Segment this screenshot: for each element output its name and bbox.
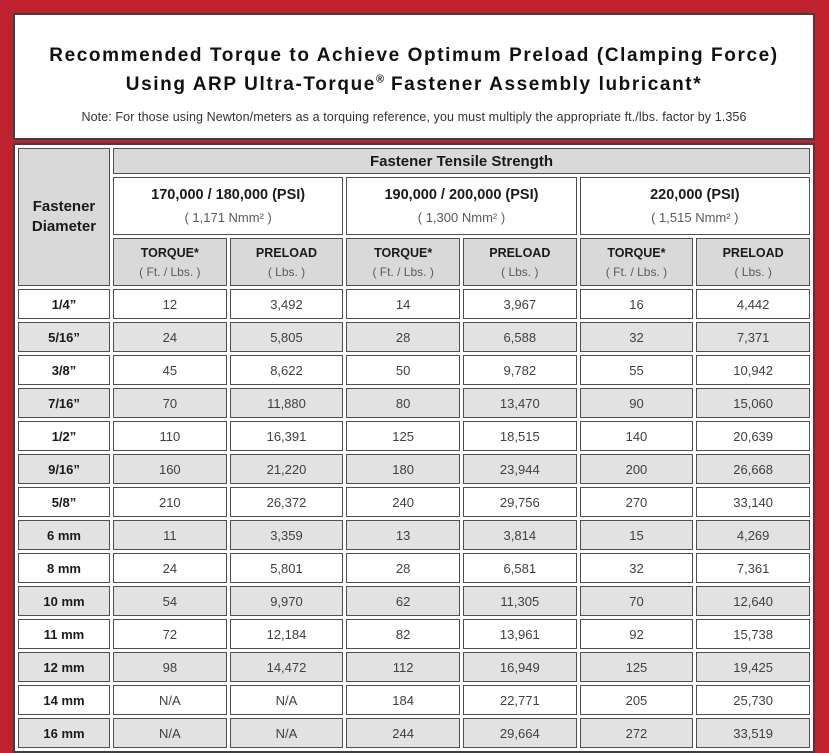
- newton-meters-note: Note: For those using Newton/meters as a torquing reference, you must multiply the appropriate ft./lbs. factor by 1.356: [81, 110, 747, 124]
- preload-column-header-1: [230, 238, 344, 286]
- preload-value-cell: 12,184: [230, 619, 344, 649]
- table-header: [18, 148, 810, 286]
- preload-value-cell: 6,581: [463, 553, 577, 583]
- torque-value-cell: 80: [346, 388, 460, 418]
- diameter-cell: 14 mm: [18, 685, 110, 715]
- preload-value-cell: 21,220: [230, 454, 344, 484]
- psi-group-2: [346, 177, 576, 235]
- torque-value-cell: 112: [346, 652, 460, 682]
- preload-value-cell: 13,470: [463, 388, 577, 418]
- column-header-row: [18, 238, 810, 286]
- torque-value-cell: 140: [580, 421, 694, 451]
- torque-value-cell: 70: [580, 586, 694, 616]
- preload-value-cell: 16,391: [230, 421, 344, 451]
- spec-row: [18, 652, 810, 682]
- preload-column-unit: ( Lbs. ): [501, 264, 539, 279]
- preload-value-cell: 10,942: [696, 355, 810, 385]
- torque-value-cell: 12: [113, 289, 227, 319]
- spec-row: [18, 718, 810, 748]
- torque-value-cell: 45: [113, 355, 227, 385]
- preload-value-cell: 16,949: [463, 652, 577, 682]
- preload-value-cell: 26,668: [696, 454, 810, 484]
- diameter-cell: 9/16”: [18, 454, 110, 484]
- torque-value-cell: 90: [580, 388, 694, 418]
- preload-column-unit: ( Lbs. ): [267, 264, 306, 279]
- preload-value-cell: 4,442: [696, 289, 810, 319]
- torque-value-cell: 15: [580, 520, 694, 550]
- torque-value-cell: 184: [346, 685, 460, 715]
- torque-column-unit: ( Ft. / Lbs. ): [139, 264, 201, 279]
- preload-value-cell: 33,140: [696, 487, 810, 517]
- preload-value-cell: 3,967: [463, 289, 577, 319]
- tensile-strength-header: Fastener Tensile Strength: [113, 148, 810, 174]
- preload-value-cell: 14,472: [230, 652, 344, 682]
- preload-value-cell: 6,588: [463, 322, 577, 352]
- torque-value-cell: 50: [346, 355, 460, 385]
- psi-group-2-psi: 190,000 / 200,000 (PSI): [384, 187, 539, 203]
- torque-value-cell: 98: [113, 652, 227, 682]
- psi-header-row: [18, 177, 810, 235]
- fastener-diameter-header: [18, 148, 110, 286]
- preload-value-cell: 4,269: [696, 520, 810, 550]
- diameter-cell: 10 mm: [18, 586, 110, 616]
- psi-group-1-nmm: ( 1,171 Nmm² ): [184, 210, 272, 225]
- preload-value-cell: 7,361: [696, 553, 810, 583]
- torque-value-cell: 125: [580, 652, 694, 682]
- psi-group-2-nmm: ( 1,300 Nmm² ): [417, 210, 506, 225]
- psi-group-3-psi: 220,000 (PSI): [650, 187, 740, 203]
- table-body: [18, 289, 810, 748]
- preload-value-cell: N/A: [230, 685, 344, 715]
- torque-value-cell: 125: [346, 421, 460, 451]
- preload-value-cell: 11,880: [230, 388, 344, 418]
- diameter-cell: 6 mm: [18, 520, 110, 550]
- torque-value-cell: 62: [346, 586, 460, 616]
- torque-value-cell: 32: [580, 322, 694, 352]
- psi-group-1-psi: 170,000 / 180,000 (PSI): [151, 187, 306, 203]
- torque-value-cell: N/A: [113, 718, 227, 748]
- torque-value-cell: 28: [346, 322, 460, 352]
- preload-value-cell: 29,756: [463, 487, 577, 517]
- preload-value-cell: 13,961: [463, 619, 577, 649]
- torque-value-cell: 200: [580, 454, 694, 484]
- torque-value-cell: 24: [113, 322, 227, 352]
- preload-value-cell: 3,814: [463, 520, 577, 550]
- torque-value-cell: 13: [346, 520, 460, 550]
- torque-value-cell: 210: [113, 487, 227, 517]
- diameter-cell: 7/16”: [18, 388, 110, 418]
- torque-value-cell: 16: [580, 289, 694, 319]
- preload-value-cell: 5,805: [230, 322, 344, 352]
- spec-row: [18, 289, 810, 319]
- preload-value-cell: 7,371: [696, 322, 810, 352]
- torque-value-cell: 270: [580, 487, 694, 517]
- torque-value-cell: 14: [346, 289, 460, 319]
- torque-value-cell: 70: [113, 388, 227, 418]
- title-line-2-suffix: Fastener Assembly lubricant*: [384, 73, 703, 95]
- fastener-diameter-header-line2: Diameter: [31, 218, 97, 235]
- preload-value-cell: 29,664: [463, 718, 577, 748]
- torque-value-cell: 205: [580, 685, 694, 715]
- preload-column-label: PRELOAD: [489, 245, 551, 260]
- spec-row: [18, 421, 810, 451]
- spec-row: [18, 520, 810, 550]
- preload-value-cell: 3,492: [230, 289, 344, 319]
- torque-value-cell: 160: [113, 454, 227, 484]
- spec-row: [18, 619, 810, 649]
- torque-value-cell: 72: [113, 619, 227, 649]
- diameter-cell: 16 mm: [18, 718, 110, 748]
- torque-value-cell: N/A: [113, 685, 227, 715]
- preload-value-cell: 11,305: [463, 586, 577, 616]
- torque-column-label: TORQUE*: [374, 245, 433, 260]
- spec-row: [18, 685, 810, 715]
- preload-value-cell: 15,738: [696, 619, 810, 649]
- title-line-2-text: Using ARP Ultra-Torque: [125, 73, 376, 95]
- torque-value-cell: 180: [346, 454, 460, 484]
- torque-value-cell: 110: [113, 421, 227, 451]
- diameter-cell: 3/8”: [18, 355, 110, 385]
- spec-row: [18, 388, 810, 418]
- preload-value-cell: N/A: [230, 718, 344, 748]
- diameter-cell: 11 mm: [18, 619, 110, 649]
- torque-column-label: TORQUE*: [140, 245, 199, 260]
- spec-row: [18, 553, 810, 583]
- preload-value-cell: 22,771: [463, 685, 577, 715]
- group-header-row: [18, 148, 810, 174]
- spec-row: [18, 355, 810, 385]
- torque-value-cell: 82: [346, 619, 460, 649]
- psi-group-3-nmm: ( 1,515 Nmm² ): [651, 210, 739, 225]
- torque-column-header-2: [346, 238, 460, 286]
- content-frame: [13, 13, 815, 753]
- preload-value-cell: 5,801: [230, 553, 344, 583]
- preload-value-cell: 9,782: [463, 355, 577, 385]
- preload-column-header-2: [463, 238, 577, 286]
- preload-value-cell: 26,372: [230, 487, 344, 517]
- preload-value-cell: 25,730: [696, 685, 810, 715]
- torque-column-unit: ( Ft. / Lbs. ): [372, 264, 434, 279]
- title-box: [13, 13, 815, 140]
- preload-column-unit: ( Lbs. ): [734, 264, 772, 279]
- torque-column-unit: ( Ft. / Lbs. ): [605, 264, 668, 279]
- torque-column-header-3: [580, 238, 694, 286]
- psi-group-3: [580, 177, 810, 235]
- preload-value-cell: 19,425: [696, 652, 810, 682]
- preload-value-cell: 33,519: [696, 718, 810, 748]
- torque-value-cell: 240: [346, 487, 460, 517]
- torque-value-cell: 92: [580, 619, 694, 649]
- torque-column-header-1: [113, 238, 227, 286]
- torque-spec-table: [13, 143, 815, 753]
- preload-value-cell: 15,060: [696, 388, 810, 418]
- torque-value-cell: 24: [113, 553, 227, 583]
- diameter-cell: 1/4”: [18, 289, 110, 319]
- preload-value-cell: 12,640: [696, 586, 810, 616]
- diameter-cell: 1/2”: [18, 421, 110, 451]
- title-line-2: [15, 71, 813, 100]
- preload-value-cell: 23,944: [463, 454, 577, 484]
- preload-column-header-3: [696, 238, 810, 286]
- diameter-cell: 8 mm: [18, 553, 110, 583]
- torque-value-cell: 32: [580, 553, 694, 583]
- preload-value-cell: 8,622: [230, 355, 344, 385]
- spec-row: [18, 454, 810, 484]
- title-line-1: Recommended Torque to Achieve Optimum Preload (Clamping Force): [49, 45, 779, 66]
- registered-trademark-symbol: ®: [375, 73, 385, 86]
- fastener-diameter-header-line1: Fastener: [32, 197, 96, 215]
- spec-row: [18, 322, 810, 352]
- psi-group-1: [113, 177, 343, 235]
- preload-value-cell: 20,639: [696, 421, 810, 451]
- preload-column-label: PRELOAD: [722, 245, 784, 260]
- torque-value-cell: 272: [580, 718, 694, 748]
- torque-value-cell: 11: [113, 520, 227, 550]
- preload-column-label: PRELOAD: [255, 245, 318, 260]
- preload-value-cell: 9,970: [230, 586, 344, 616]
- preload-value-cell: 18,515: [463, 421, 577, 451]
- spec-row: [18, 586, 810, 616]
- torque-value-cell: 54: [113, 586, 227, 616]
- torque-value-cell: 28: [346, 553, 460, 583]
- diameter-cell: 5/16”: [18, 322, 110, 352]
- diameter-cell: 12 mm: [18, 652, 110, 682]
- preload-value-cell: 3,359: [230, 520, 344, 550]
- diameter-cell: 5/8”: [18, 487, 110, 517]
- torque-column-label: TORQUE*: [607, 245, 666, 260]
- torque-value-cell: 244: [346, 718, 460, 748]
- torque-value-cell: 55: [580, 355, 694, 385]
- spec-row: [18, 487, 810, 517]
